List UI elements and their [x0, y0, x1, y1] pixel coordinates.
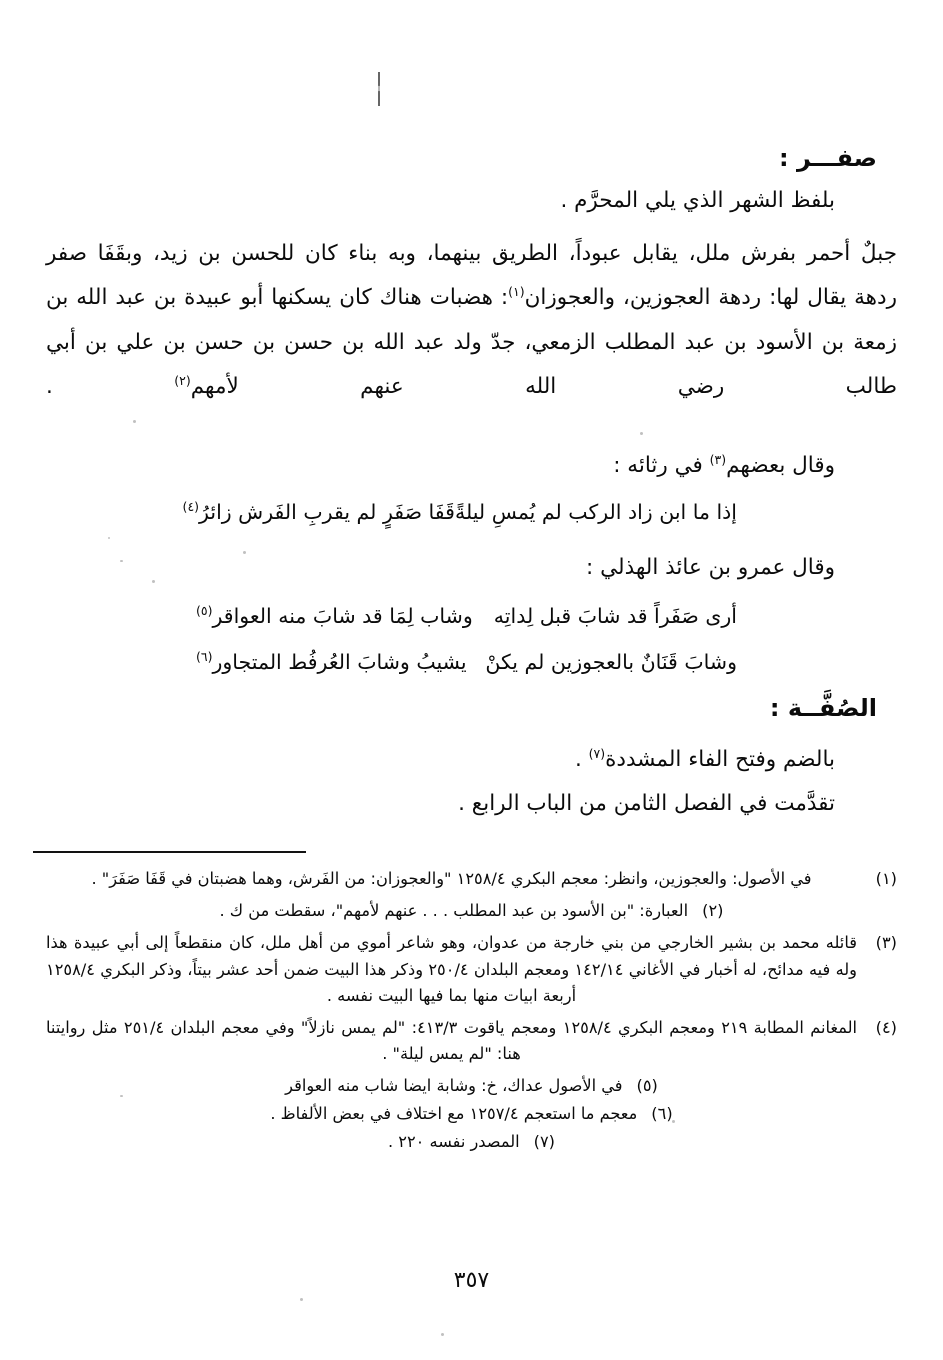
suffa-gloss-text: بالضم وفتح الفاء المشددة	[605, 747, 835, 772]
footnote-item-2	[46, 898, 897, 924]
footnote-ref-2[interactable]: (٢)	[174, 372, 191, 388]
scan-speck	[152, 580, 155, 583]
scan-speck	[120, 560, 123, 562]
footnote-ref-3[interactable]: (٣)	[709, 451, 727, 467]
footnote-text-5: في الأصول عداك، خ: وشابة ايضا شاب منه العواقر	[285, 1075, 623, 1095]
footnote-item-1	[46, 866, 897, 892]
footnote-number-2: (٢)	[702, 901, 724, 921]
footnote-item-3	[46, 930, 897, 1009]
verse-1-left-text: قَفَا صَفَرٍ لم يقربِ الفَرش زائرُ	[199, 500, 455, 524]
section-heading-safar: صفـــر :	[779, 144, 877, 172]
scan-speck	[133, 420, 136, 423]
footnote-number-5: (٥)	[636, 1075, 658, 1095]
footnote-number-6: (٦)	[651, 1103, 673, 1123]
paragraph-jabal-tail: : هضبات هناك كان يسكنها أبو عبيدة بن عبد الله بن زمعة بن الأسود بن عبد المطلب الزمعي، جدّ ولد عبد الله بن حسن بن حسن بن علي بن أبي طالب رضي الله عنهم لأمهم	[46, 285, 897, 399]
intro-line-hudhali: وقال عمرو بن عائذ الهذلي :	[586, 555, 835, 580]
verse-3-hemistich-right: وشابَ قَنَانٌ بالعجوزين لم يكنْ	[485, 650, 737, 674]
verse-row-3	[196, 650, 737, 674]
footnote-ref-5[interactable]: (٥)	[196, 603, 213, 619]
footnote-ref-6[interactable]: (٦)	[196, 649, 213, 665]
page-number: ٣٥٧	[453, 1268, 490, 1293]
suffa-gloss-line	[574, 745, 835, 772]
verse-row-2	[196, 604, 737, 628]
intro-line-ritha	[613, 451, 835, 478]
safar-gloss-line: بلفظ الشهر الذي يلي المحرَّم .	[560, 188, 835, 213]
cross-reference-line: تقدَّمت في الفصل الثامن من الباب الرابع .	[458, 791, 835, 816]
footnote-text-6: معجم ما استعجم ١٢٥٧/٤ مع اختلاف في بعض الألفاظ .	[270, 1103, 638, 1123]
section-heading-suffa: الصُفَّــة :	[769, 694, 877, 722]
footnote-text-1: في الأصول: والعجوزين، وانظر: معجم البكري ١٢٥٨/٤ "والعجوزان: من الفَرش، وهما هضبتان في قَفَا صَفَرَ" .	[91, 869, 812, 888]
verse-3-hemistich-left	[196, 650, 467, 674]
footnote-text-4: المغانم المطابة ٢١٩ ومعجم البكري ١٢٥٨/٤ ومعجم ياقوت ٤١٣/٣: "لم يمس نازلاً" وفي معجم البلدان ٢٥١/٤ مثل روايتنا هنا: "لم يمس ليلة" .	[46, 1018, 858, 1064]
scan-speck	[441, 1333, 444, 1336]
footnote-number-7: (٧)	[533, 1132, 555, 1152]
scan-speck	[108, 537, 110, 539]
footnote-number-3: (٣)	[875, 933, 897, 953]
footnote-item-5	[46, 1073, 897, 1099]
footnotes-section	[46, 866, 897, 1157]
footnote-ref-4[interactable]: (٤)	[182, 499, 200, 515]
scan-artifact-top-tick	[378, 72, 380, 106]
footnote-number-4: (٤)	[875, 1018, 897, 1038]
paragraph-jabal-text: جبلٌ أحمر بفرش ملل، يقابل عبوداً، الطريق بينهما، وبه بناء كان للحسن بن زيد، وبقَفَا صفر ردهة يقال لها: ردهة العجوزين، والعجوزان	[46, 241, 897, 311]
footnote-ref-1[interactable]: (١)	[508, 284, 525, 300]
suffa-gloss-end: .	[574, 747, 589, 772]
scan-speck	[243, 551, 246, 554]
footnote-text-7: المصدر نفسه ٢٢٠ .	[388, 1132, 520, 1152]
paragraph-jabal-end: .	[46, 373, 175, 399]
verse-2-left-text: وشاب لِمَا قد شابَ منه العواقر	[212, 604, 473, 628]
footnote-item-4	[46, 1015, 897, 1067]
intro-ritha-text: وقال بعضهم	[726, 453, 835, 478]
footnote-number-1: (١)	[875, 869, 897, 888]
footnote-text-3: قائله محمد بن بشير الخارجي من بني خارجة من عدوان، وهو شاعر أموي من أهل ملل، كان منقطعاً إلى أبي عبيدة هذا وله فيه مدائح، له أخبار في الأغاني ١٤٢/١٤ ومعجم البلدان ٢٥٠/٤ وذكر هذا البيت ضمن أحد عشر بيتاً، وذكر البكري ١٢٥٨/٤ أربعة ابيات منها بما فيها البيت نفسه .	[46, 933, 857, 1005]
scan-speck	[300, 1298, 303, 1301]
footnote-ref-7[interactable]: (٧)	[588, 745, 606, 761]
intro-ritha-tail: في رثائه :	[613, 453, 710, 478]
verse-1-hemistich-right: إذا ما ابن زاد الركب لم يُمسِ ليلةً	[454, 500, 737, 524]
footnote-separator-rule	[33, 851, 306, 853]
footnote-item-6	[46, 1101, 897, 1127]
verse-3-left-text: يشيبُ وشابَ العُرفُط المتجاور	[212, 650, 467, 674]
verse-2-hemistich-right: أرى صَفَراً قد شابَ قبل لِداتِه	[493, 604, 737, 628]
paragraph-jabal	[46, 232, 897, 409]
verse-2-hemistich-left	[196, 604, 473, 628]
verse-1-hemistich-left	[183, 500, 455, 524]
scan-speck	[640, 432, 643, 435]
footnote-item-7	[46, 1129, 897, 1155]
verse-row-1	[182, 499, 737, 524]
footnote-text-2: العبارة: "بن الأسود بن عبد المطلب . . . عنهم لأمهم"، سقطت من ك .	[219, 901, 689, 921]
